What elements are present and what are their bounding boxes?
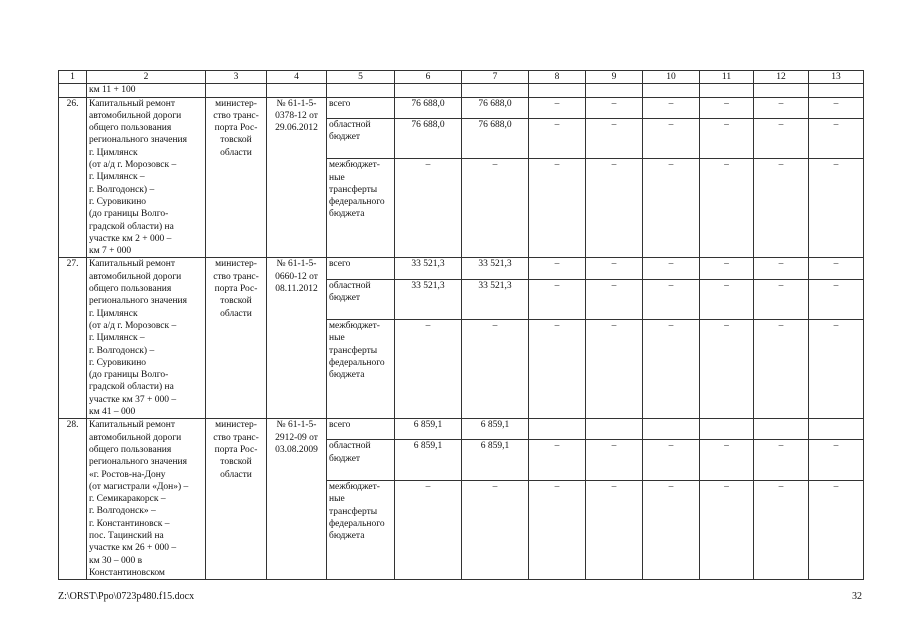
value-year-col: – — [586, 320, 643, 419]
funding-source: областной бюджет — [327, 279, 395, 320]
expertise-document: № 61-1-5- 0378-12 от 29.06.2012 — [267, 97, 327, 258]
value-year-col — [754, 419, 809, 440]
value-year-col: – — [529, 279, 586, 320]
value-year-col: – — [809, 320, 864, 419]
value-col7: – — [462, 481, 529, 580]
value-year-col: – — [529, 258, 586, 279]
value-year-col: – — [529, 118, 586, 159]
value-year-col: – — [754, 440, 809, 481]
funding-source: областной бюджет — [327, 118, 395, 159]
value-col6: 6 859,1 — [395, 440, 462, 481]
value-year-col: – — [809, 159, 864, 258]
value-year-col: – — [643, 118, 700, 159]
value-year-col — [700, 419, 754, 440]
column-header: 4 — [267, 71, 327, 84]
value-year-col: – — [643, 97, 700, 118]
value-year-col: – — [643, 279, 700, 320]
empty-cell — [586, 84, 643, 97]
value-col7: 76 688,0 — [462, 118, 529, 159]
object-name: Капитальный ремонт автомобильной дороги общего пользования регионального значения «г. Ростов-на-Дону (от магистрали «Дон») – г. Семикаракорск – г. Волгодонск» – г. Константиновск – пос. Тацинский на участке км 26 + 000 – км 30 – 000 в Константиновском — [87, 419, 206, 580]
value-col7: 6 859,1 — [462, 419, 529, 440]
value-col7: 76 688,0 — [462, 97, 529, 118]
value-year-col: – — [700, 279, 754, 320]
value-year-col: – — [700, 159, 754, 258]
value-col6: 33 521,3 — [395, 279, 462, 320]
empty-cell — [643, 84, 700, 97]
value-col7: – — [462, 159, 529, 258]
value-year-col — [809, 419, 864, 440]
value-year-col: – — [529, 320, 586, 419]
value-col6: 6 859,1 — [395, 419, 462, 440]
empty-cell — [809, 84, 864, 97]
value-col6: – — [395, 159, 462, 258]
value-year-col: – — [754, 258, 809, 279]
empty-cell — [59, 84, 87, 97]
object-name: Капитальный ремонт автомобильной дороги общего пользования регионального значения г. Цимлянск (от а/д г. Морозовск – г. Цимлянск – г. Волгодонск) – г. Суровикино (до границы Волго- градской области) на участке км 2 + 000 – км 7 + 000 — [87, 97, 206, 258]
customer-ministry: министер- ство транс- порта Рос- товской области — [206, 258, 267, 419]
column-header: 1 — [59, 71, 87, 84]
value-col6: – — [395, 320, 462, 419]
continuation-row — [59, 84, 864, 97]
entry-number: 27. — [59, 258, 87, 419]
entry-number: 26. — [59, 97, 87, 258]
value-year-col: – — [700, 320, 754, 419]
value-year-col: – — [754, 159, 809, 258]
continuation-text: км 11 + 100 — [87, 84, 206, 97]
empty-cell — [327, 84, 395, 97]
funding-source: областной бюджет — [327, 440, 395, 481]
funding-source: межбюджет- ные трансферты федерального бюджета — [327, 481, 395, 580]
column-header: 12 — [754, 71, 809, 84]
value-year-col: – — [529, 97, 586, 118]
empty-cell — [267, 84, 327, 97]
value-year-col: – — [643, 440, 700, 481]
table-row — [59, 419, 864, 440]
column-header: 13 — [809, 71, 864, 84]
value-year-col: – — [754, 320, 809, 419]
value-year-col: – — [809, 97, 864, 118]
value-year-col: – — [700, 118, 754, 159]
value-col6: 33 521,3 — [395, 258, 462, 279]
value-col7: – — [462, 320, 529, 419]
value-year-col: – — [809, 118, 864, 159]
value-year-col: – — [700, 440, 754, 481]
column-header: 3 — [206, 71, 267, 84]
entry-number: 28. — [59, 419, 87, 580]
header-row — [59, 71, 864, 84]
funding-source: межбюджет- ные трансферты федерального бюджета — [327, 320, 395, 419]
footer-page-number: 32 — [852, 591, 862, 602]
value-year-col: – — [700, 97, 754, 118]
funding-source: всего — [327, 97, 395, 118]
empty-cell — [529, 84, 586, 97]
value-year-col: – — [754, 118, 809, 159]
empty-cell — [462, 84, 529, 97]
value-year-col: – — [529, 440, 586, 481]
value-year-col: – — [754, 481, 809, 580]
value-col6: – — [395, 481, 462, 580]
funding-source: межбюджет- ные трансферты федерального бюджета — [327, 159, 395, 258]
empty-cell — [700, 84, 754, 97]
value-year-col: – — [643, 481, 700, 580]
value-col7: 33 521,3 — [462, 258, 529, 279]
value-year-col: – — [809, 279, 864, 320]
object-name: Капитальный ремонт автомобильной дороги общего пользования регионального значения г. Цимлянск (от а/д г. Морозовск – г. Цимлянск – г. Волгодонск) – г. Суровикино (до границы Волго- градской области) на участке км 37 + 000 – км 41 – 000 — [87, 258, 206, 419]
value-col7: 33 521,3 — [462, 279, 529, 320]
value-year-col: – — [809, 440, 864, 481]
value-year-col: – — [586, 258, 643, 279]
value-year-col: – — [529, 481, 586, 580]
column-header: 10 — [643, 71, 700, 84]
value-year-col: – — [586, 97, 643, 118]
column-header: 5 — [327, 71, 395, 84]
value-year-col — [586, 419, 643, 440]
footer-file-path: Z:\ORST\Ppo\0723p480.f15.docx — [58, 591, 195, 602]
expertise-document: № 61-1-5- 2912-09 от 03.08.2009 — [267, 419, 327, 580]
empty-cell — [395, 84, 462, 97]
value-col6: 76 688,0 — [395, 97, 462, 118]
value-year-col: – — [809, 481, 864, 580]
value-year-col: – — [700, 481, 754, 580]
value-year-col: – — [754, 97, 809, 118]
value-year-col: – — [529, 159, 586, 258]
funding-source: всего — [327, 419, 395, 440]
column-header: 9 — [586, 71, 643, 84]
column-header: 8 — [529, 71, 586, 84]
column-header: 7 — [462, 71, 529, 84]
column-header: 6 — [395, 71, 462, 84]
value-col6: 76 688,0 — [395, 118, 462, 159]
value-year-col: – — [643, 258, 700, 279]
table-row — [59, 97, 864, 118]
value-year-col: – — [754, 279, 809, 320]
customer-ministry: министер- ство транс- порта Рос- товской области — [206, 419, 267, 580]
expertise-document: № 61-1-5- 0660-12 от 08.11.2012 — [267, 258, 327, 419]
value-year-col: – — [586, 159, 643, 258]
table-row — [59, 258, 864, 279]
value-year-col: – — [586, 481, 643, 580]
value-year-col: – — [700, 258, 754, 279]
column-header: 11 — [700, 71, 754, 84]
budget-table — [58, 70, 864, 580]
value-col7: 6 859,1 — [462, 440, 529, 481]
value-year-col — [529, 419, 586, 440]
value-year-col: – — [643, 159, 700, 258]
value-year-col: – — [586, 118, 643, 159]
funding-source: всего — [327, 258, 395, 279]
value-year-col: – — [643, 320, 700, 419]
customer-ministry: министер- ство транс- порта Рос- товской области — [206, 97, 267, 258]
column-header: 2 — [87, 71, 206, 84]
empty-cell — [206, 84, 267, 97]
value-year-col — [643, 419, 700, 440]
empty-cell — [754, 84, 809, 97]
value-year-col: – — [586, 440, 643, 481]
value-year-col: – — [809, 258, 864, 279]
value-year-col: – — [586, 279, 643, 320]
